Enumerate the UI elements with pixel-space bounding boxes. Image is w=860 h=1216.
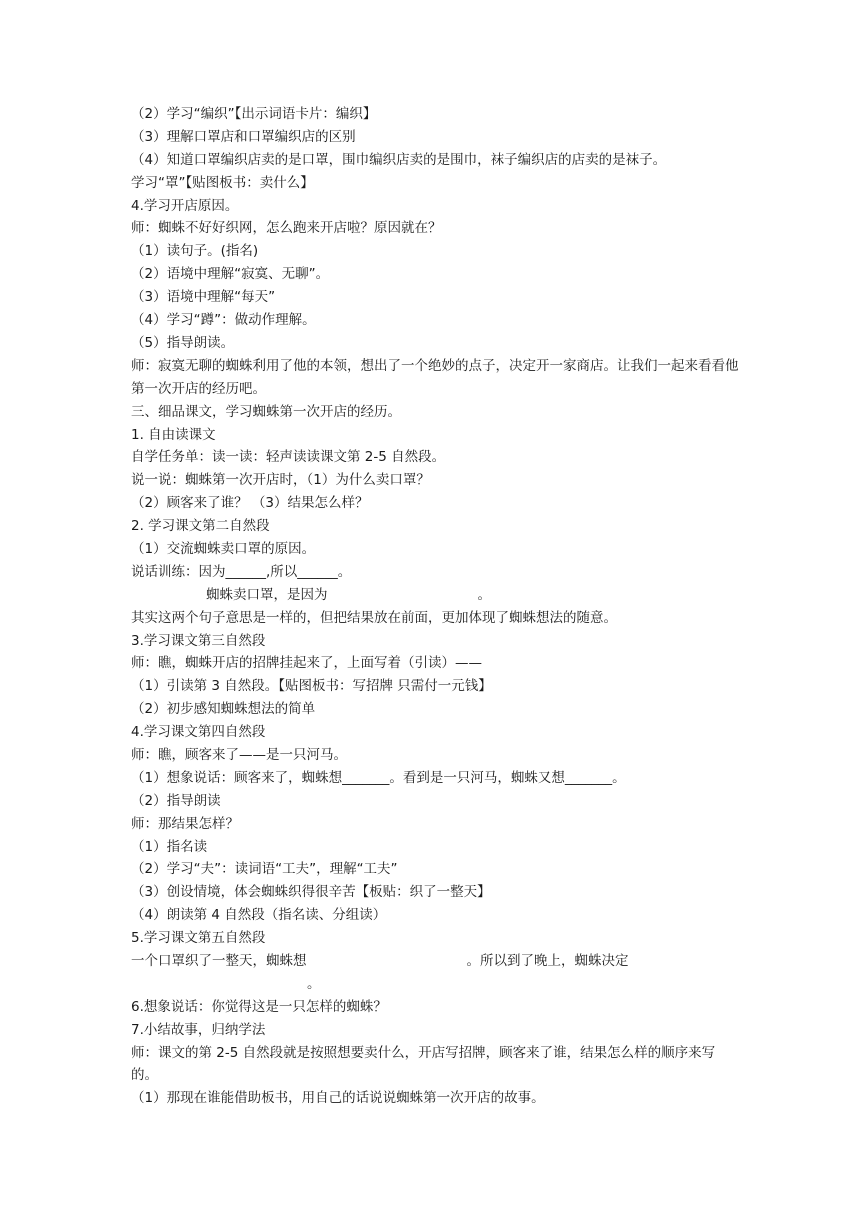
fill-in-prefix: 一个口罩织了一整天，蜘蛛想 xyxy=(131,952,307,969)
text-paragraph: 师：课文的第 2-5 自然段就是按照想要卖什么，开店写招牌，顾客来了谁，结果怎么样的顺序来写的。 xyxy=(131,1044,716,1084)
text-line: 师：瞧，顾客来了——是一只河马。 xyxy=(131,746,347,763)
fill-in-prefix: 蜘蛛卖口罩，是因为 xyxy=(206,586,328,603)
text-line: （2）语境中理解“寂寞、无聊”。 xyxy=(131,266,330,283)
section-heading: 3.学习课文第三自然段 xyxy=(131,632,266,649)
fill-in-line xyxy=(131,950,741,973)
section-heading: 5.学习课文第五自然段 xyxy=(131,930,266,947)
section-heading: 7.小结故事，归纳学法 xyxy=(131,1021,266,1038)
text-line: 其实这两个句子意思是一样的，但把结果放在前面，更加体现了蜘蛛想法的随意。 xyxy=(131,609,617,626)
section-heading: 4.学习开店原因。 xyxy=(131,197,239,214)
document-body xyxy=(131,103,741,1110)
text-line: 师：蜘蛛不好好织网，怎么跑来开店啦？原因就在？ xyxy=(131,220,442,237)
text-line: （2）学习“编织”【出示词语卡片：编织】 xyxy=(131,106,377,122)
fill-in-tail: 。 xyxy=(307,975,321,992)
text-line: （4）朗读第 4 自然段（指名读、分组读） xyxy=(131,907,387,924)
text-line: 说一说：蜘蛛第一次开店时，（1）为什么卖口罩？ xyxy=(131,472,430,489)
text-line: 自学任务单：读一读：轻声读读课文第 2-5 自然段。 xyxy=(131,449,446,466)
text-line: （3）创设情境，体会蜘蛛织得很辛苦【板贴：织了一整天】 xyxy=(131,884,491,901)
text-line: 学习“罩”【贴图板书：卖什么】 xyxy=(131,174,314,191)
text-line: （1）引读第 3 自然段。【贴图板书：写招牌 只需付一元钱】 xyxy=(131,678,492,695)
text-line: （1）交流蜘蛛卖口罩的原因。 xyxy=(131,540,316,557)
fill-in-line xyxy=(131,584,741,607)
section-heading: 2. 学习课文第二自然段 xyxy=(131,518,270,535)
text-paragraph: 师：寂寞无聊的蜘蛛利用了他的本领，想出了一个绝妙的点子，决定开一家商店。让我们一起来看看他第一次开店的经历吧。 xyxy=(131,357,739,397)
text-line: （3）理解口罩店和口罩编织店的区别 xyxy=(131,128,356,145)
text-line: 师：那结果怎样？ xyxy=(131,815,239,832)
text-line: （2）初步感知蜘蛛想法的简单 xyxy=(131,701,316,718)
text-line: （5）指导朗读。 xyxy=(131,334,235,351)
text-line: （2）顾客来了谁？ （3）结果怎么样？ xyxy=(131,495,369,512)
fill-in-middle: 。所以到了晚上，蜘蛛决定 xyxy=(466,952,629,969)
text-line: （1）指名读 xyxy=(131,838,208,855)
text-line: （2）指导朗读 xyxy=(131,792,221,809)
text-line: （3）语境中理解“每天” xyxy=(131,289,276,306)
text-line: （1）那现在谁能借助板书，用自己的话说说蜘蛛第一次开店的故事。 xyxy=(131,1090,545,1107)
fill-in-suffix: 。 xyxy=(477,586,491,603)
text-line: （1）读句子。(指名) xyxy=(131,243,259,260)
text-line: （2）学习“夫”：读词语“工夫”，理解“工夫” xyxy=(131,861,398,878)
text-line: 说话训练：因为______,所以______。 xyxy=(131,563,352,580)
section-heading: 4.学习课文第四自然段 xyxy=(131,724,266,741)
section-heading: 1. 自由读课文 xyxy=(131,426,216,443)
section-heading: 三、细品课文，学习蜘蛛第一次开店的经历。 xyxy=(131,403,401,420)
text-line: （4）学习“蹲”：做动作理解。 xyxy=(131,312,316,329)
text-line: （1）想象说话：顾客来了，蜘蛛想_______。看到是一只河马，蜘蛛又想_______。 xyxy=(131,769,626,786)
section-heading: 6.想象说话：你觉得这是一只怎样的蜘蛛？ xyxy=(131,998,387,1015)
text-line: 师：瞧，蜘蛛开店的招牌挂起来了，上面写着（引读）—— xyxy=(131,655,482,672)
text-line: （4）知道口罩编织店卖的是口罩，围巾编织店卖的是围巾，袜子编织店的店卖的是袜子。 xyxy=(131,151,667,168)
